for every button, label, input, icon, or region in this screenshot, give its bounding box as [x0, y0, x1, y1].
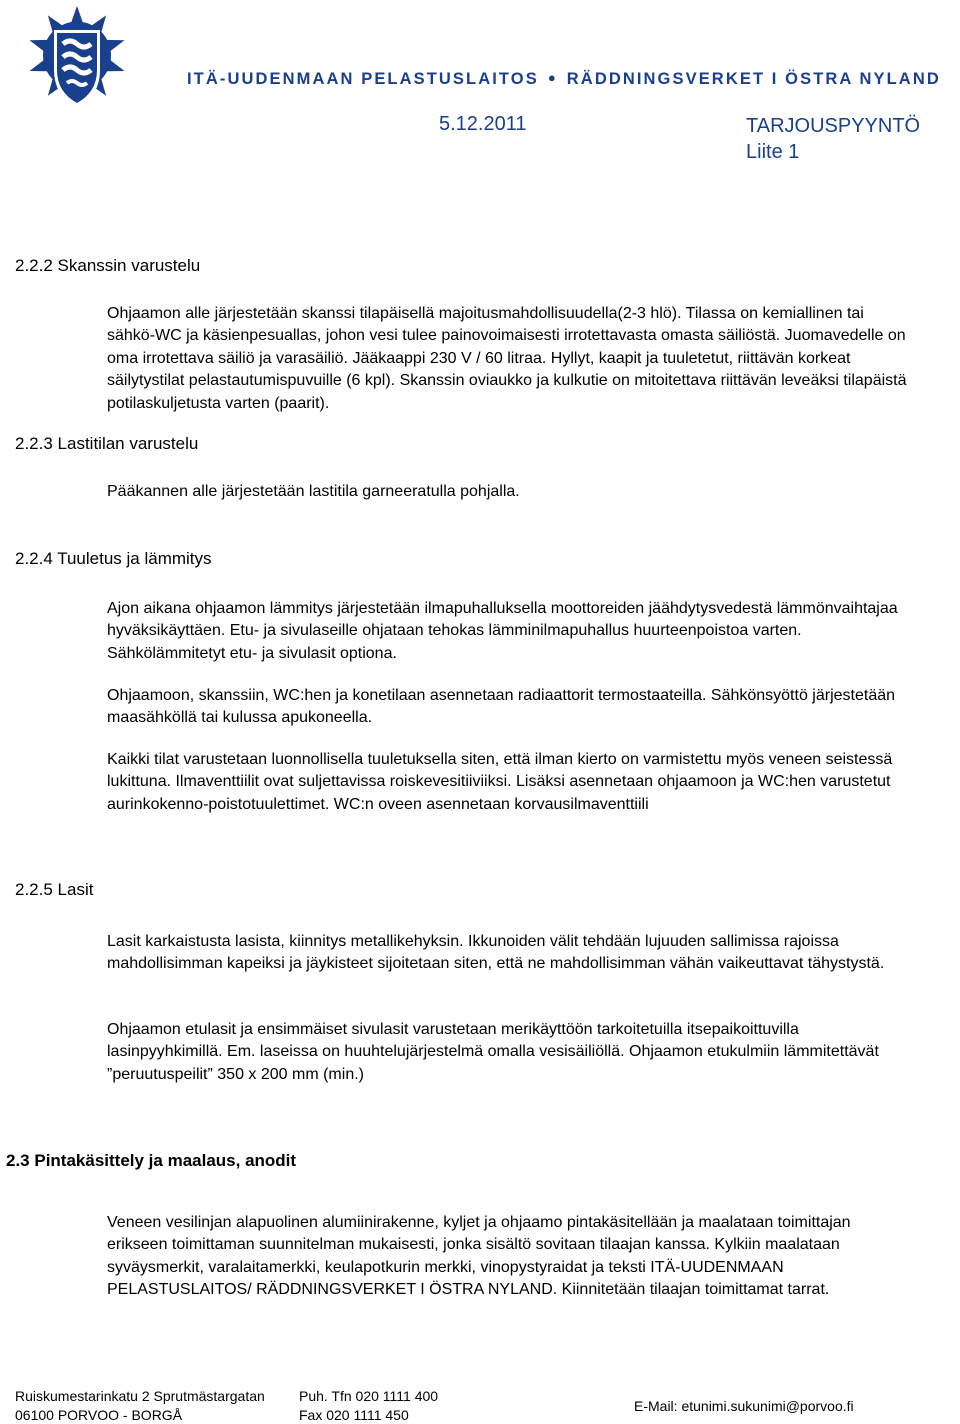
section-2-2-4-paragraph-3: Kaikki tilat varustetaan luonnollisella tuuletuksella siten, että ilman kierto on varmistettu myös veneen seistessä lukittuna. Ilmaventtiilit ovat suljettavissa roiskevesitiiviiksi. Lisäksi asennetaan ohjaamoon ja WC:hen varustetut aurinkokenno-poistotuulettimet. WC:n oveen asennetaan korvausilmaventtiili	[107, 749, 909, 816]
section-heading-2-2-3: 2.2.3 Lastitilan varustelu	[15, 434, 198, 454]
rescue-department-emblem-icon	[6, 4, 148, 146]
document-type-block	[746, 113, 920, 165]
footer-address-line-1: Ruiskumestarinkatu 2 Sprutmästargatan	[15, 1387, 265, 1406]
organization-name-fi: ITÄ-UUDENMAAN PELASTUSLAITOS	[187, 70, 539, 88]
footer-phone: Puh. Tfn 020 1111 400	[299, 1387, 438, 1406]
section-heading-2-2-2: 2.2.2 Skanssin varustelu	[15, 256, 200, 276]
section-2-2-3-paragraph-1: Pääkannen alle järjestetään lastitila garneeratulla pohjalla.	[107, 481, 909, 503]
section-2-2-4-paragraph-2: Ohjaamoon, skanssiin, WC:hen ja konetilaan asennetaan radiaattorit termostaateilla. Sähkönsyöttö järjestetään maasähköllä tai kulussa apukoneella.	[107, 685, 909, 730]
document-type: TARJOUSPYYNTÖ	[746, 113, 920, 139]
section-2-2-5-paragraph-1: Lasit karkaistusta lasista, kiinnitys metallikehyksin. Ikkunoiden välit tehdään lujuuden sallimissa rajoissa mahdollisimman kapeiksi ja jäykisteet sijoitetaan siten, että ne mahdollisimman vähän vaikeuttavat tähystystä.	[107, 931, 909, 976]
footer-phone-block	[299, 1387, 438, 1424]
section-2-3-paragraph-1: Veneen vesilinjan alapuolinen alumiinirakenne, kyljet ja ohjaamo pintakäsitellään ja maalataan toimittajan erikseen toimittaman suunnitelman mukaisesti, jonka sisältö sovitaan tilaajan kanssa. Kylkiin maalataan syväysmerkit, varalaitamerkki, keulapotkurin merkki, vinopystyraidat ja teksti ITÄ-UUDENMAAN PELASTUSLAITOS/ RÄDDNINGSVERKET I ÖSTRA NYLAND. Kiinnitetään tilaajan toimittamat tarrat.	[107, 1212, 909, 1302]
section-2-2-4-paragraph-1: Ajon aikana ohjaamon lämmitys järjestetään ilmapuhalluksella moottoreiden jäähdytysvedestä lämmönvaihtajaa hyväksikäyttäen. Etu- ja sivulaseille ohjataan tehokas lämminilmapuhallus huurteenpoistoa varten. Sähkölämmitetyt etu- ja sivulasit optiona.	[107, 598, 909, 665]
section-heading-2-2-4: 2.2.4 Tuuletus ja lämmitys	[15, 549, 212, 569]
organization-name-sv: RÄDDNINGSVERKET I ÖSTRA NYLAND	[567, 70, 941, 88]
attachment-label: Liite 1	[746, 139, 920, 165]
organization-separator: ●	[548, 70, 558, 85]
footer-fax: Fax 020 1111 450	[299, 1406, 438, 1424]
footer-email: E-Mail: etunimi.sukunimi@porvoo.fi	[634, 1397, 854, 1416]
section-heading-2-3: 2.3 Pintakäsittely ja maalaus, anodit	[6, 1151, 296, 1171]
organization-name	[187, 70, 941, 89]
footer-address-line-2: 06100 PORVOO - BORGÅ	[15, 1406, 265, 1424]
section-2-2-5-paragraph-2: Ohjaamon etulasit ja ensimmäiset sivulasit varustetaan merikäyttöön tarkoitetuilla itsepaikoittuvilla lasinpyyhkimillä. Em. laseissa on huuhtelujärjestelmä omalla vesisäiliöllä. Ohjaamon etukulmiin lämmitettävät ”peruutuspeilit” 350 x 200 mm (min.)	[107, 1019, 909, 1086]
section-2-2-2-paragraph-1: Ohjaamon alle järjestetään skanssi tilapäisellä majoitusmahdollisuudella(2-3 hlö). Tilassa on kemiallinen tai sähkö-WC ja käsienpesuallas, johon vesi tulee painovoimaisesti irrotettavasta omasta säiliöstä. Juomavedelle on oma irrotettava säiliö ja varasäiliö. Jääkaappi 230 V / 60 litraa. Hyllyt, kaapit ja tuuletetut, riittävän korkeat säilytystilat pelastautumispuvuille (6 kpl). Skanssin oviaukko ja kulkutie on mitoitettava riittävän leveäksi tilapäistä potilaskuljetusta varten (paarit).	[107, 303, 909, 415]
section-heading-2-2-5: 2.2.5 Lasit	[15, 880, 93, 900]
document-date: 5.12.2011	[439, 113, 527, 136]
footer-address	[15, 1387, 265, 1424]
